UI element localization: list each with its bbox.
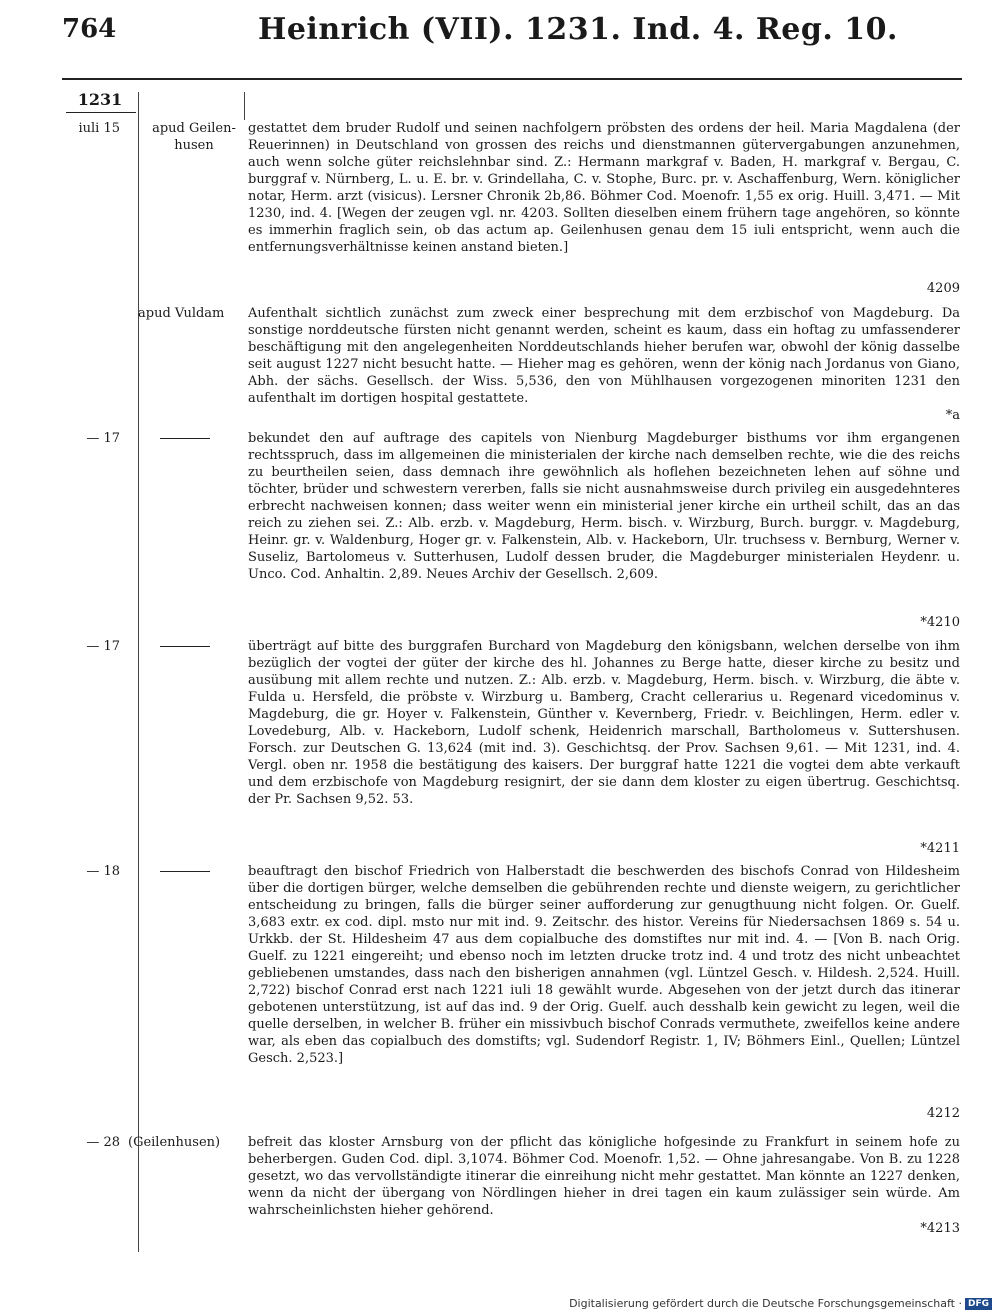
register-entry bbox=[0, 430, 1000, 630]
entry-number: *4210 bbox=[920, 615, 960, 630]
register-entry bbox=[0, 638, 1000, 858]
footer-credit bbox=[569, 1297, 992, 1310]
place-ditto-dash bbox=[160, 646, 210, 647]
entry-text: überträgt auf bitte des burggrafen Burchard von Magdeburg den königsbann, welchen derselbe von ihm bezüglich der vogtei der güter der kirche des hl. Johannes zu Berge hatte, dieser kirche zu besitz und ausübung mit allem rechte und nutzen. Z.: Alb. erzb. v. Magdeburg, Herm. bisch. v. Wirzburg, die äbte v. Fulda u. Hersfeld, die pröbste v. Wirzburg u. Bamberg, Cracht cellerarius u. Regenard vicedominus v. Magdeburg, die gr. Hoyer v. Falkenstein, Günther v. Kevernberg, Friedr. v. Beichlingen, Herm. edler v. Lovedeburg, Alb. v. Hackeborn, Ludolf schenk, Heidenrich marschall, Bartholomeus v. Suttershusen. Forsch. zur Deutschen G. 13,624 (mit ind. 3). Geschichtsq. der Prov. Sachsen 9,61. — Mit 1231, ind. 4. Vergl. oben nr. 1958 die bestätigung des kaisers. Der burggraf hatte 1221 die vogtei dem abte verkauft und dem erzbischofe von Magdeburg resignirt, der sie dann dem kloster zu eigen übertrug. Geschichtsq. der Pr. Sachsen 9,52. 53. bbox=[248, 639, 960, 807]
entry-number: 4209 bbox=[926, 281, 960, 296]
page-title: Heinrich (VII). 1231. Ind. 4. Reg. 10. bbox=[258, 12, 898, 47]
page-number: 764 bbox=[62, 14, 117, 44]
entry-text: bekundet den auf auftrage des capitels von Nienburg Magdeburger bisthums vor ihm ergangenen rechtsspruch, dass im allgemeinen die ministerialen der kirche nach demselben rechte, wie die des reichs zu beurtheilen seien, dass demnach ihre gewöhnlich als hoflehen bezeichneten lehen auf söhne und töchter, brüder und schwestern vererben, falls sie nicht ausnahmsweise durch privileg ein ausgedehnteres erbrecht nachweisen konnen; dass weiter wenn ein ministerial jener kirche ein urtheil schilt, das an das reich zu ziehen sei. Z.: Alb. erzb. v. Magdeburg, Herm. bisch. v. Wirzburg, Burch. burggr. v. Magdeburg, Heinr. gr. v. Waldenburg, Hoger gr. v. Falkenstein, Alb. v. Hackeborn, Ulr. truchsess v. Bernburg, Werner v. Suseliz, Bartolomeus v. Sutterhusen, Ludolf dessen bruder, die Magdeburger ministerialen Heydenr. u. Unco. Cod. Anhaltin. 2,89. Neues Archiv der Gesellsch. 2,609. bbox=[248, 431, 960, 582]
entry-number: *4213 bbox=[920, 1221, 960, 1236]
entry-date: — 28 bbox=[86, 1135, 120, 1150]
register-entry bbox=[0, 120, 1000, 300]
year-rule bbox=[66, 112, 136, 113]
entry-number: *a bbox=[945, 408, 960, 423]
entry-text: Aufenthalt sichtlich zunächst zum zweck einer besprechung mit dem erzbischof von Magdeburg. Da sonstige norddeutsche fürsten nicht genannt werden, scheint es kaum, dass ein hoftag zu umfassenderer beschäftigung mit den angelegenheiten Norddeutschlands hieher berufen war, obwohl der könig dasselbe seit august 1227 nicht besucht hatte. — Hieher mag es gehören, wenn der könig nach Jordanus von Giano, Abh. der sächs. Gesellsch. der Wiss. 5,536, den von Mühlhausen vorgezogenen minoriten 1231 den aufenthalt im dortigen hospital gestattete. bbox=[248, 306, 960, 406]
place-ditto-dash bbox=[160, 438, 210, 439]
entry-number: *4211 bbox=[920, 841, 960, 856]
entry-place: apud Vuldam bbox=[138, 306, 225, 321]
register-entry bbox=[0, 863, 1000, 1133]
entry-date: — 17 bbox=[86, 431, 120, 446]
entry-date: iuli 15 bbox=[78, 121, 120, 136]
dfg-logo-icon: DFG bbox=[965, 1298, 992, 1310]
register-entry bbox=[0, 305, 1000, 425]
register-entry bbox=[0, 1134, 1000, 1244]
entry-text: gestattet dem bruder Rudolf und seinen nachfolgern pröbsten des ordens der heil. Maria Magdalena (der Reuerinnen) in Deutschland von grossen des reichs und dienstmannen gütervergabungen anzunehmen, auch wenn solche güter reichslehnbar sind. Z.: Hermann markgraf v. Baden, H. markgraf v. Bergau, C. burggraf v. Nürnberg, L. u. E. br. v. Grindellaha, C. v. Stophe, Burc. pr. v. Aschaffenburg, Wern. königlicher notar, Herm. arzt (visicus). Lersner Chronik 2b,86. Böhmer Cod. Moenofr. 1,55 ex orig. Huill. 3,471. — Mit 1230, ind. 4. [Wegen der zeugen vgl. nr. 4203. Sollten dieselben einem frühern tage angehören, so könnte es immerhin fraglich sein, ob das actum ap. Geilenhusen genau dem 15 iuli entspricht, wenn auch die entfernungsverhältnisse keinen anstand bieten.] bbox=[248, 121, 960, 255]
place-column-rule bbox=[244, 92, 245, 120]
entry-place: apud Geilen-husen bbox=[152, 121, 236, 153]
entry-date: — 18 bbox=[86, 864, 120, 879]
footer-credit-text: Digitalisierung gefördert durch die Deutsche Forschungsgemeinschaft · bbox=[569, 1297, 962, 1310]
entry-number: 4212 bbox=[926, 1106, 960, 1121]
entry-text: beauftragt den bischof Friedrich von Halberstadt die beschwerden des bischofs Conrad von Hildesheim über die dortigen bürger, welche demselben die gebührenden rechte und dienste weigern, zu gerichtlicher entscheidung zu bringen, falls die bürger seiner aufforderung zur genugthuung nicht folgen. Or. Guelf. 3,683 extr. ex cod. dipl. msto nur mit ind. 9. Zeitschr. des histor. Vereins für Niedersachsen 1869 s. 54 u. Urkkb. der St. Hildesheim 47 aus dem copialbuche des domstiftes nur mit ind. 4. — [Von B. nach Orig. Guelf. zu 1221 eingereiht; und ebenso noch im letzten drucke trotz ind. 4 und trotz des nicht unbeachtet gebliebenen umstandes, dass nach den bisherigen annahmen (vgl. Lüntzel Gesch. v. Hildesh. 2,524. Huill. 2,722) bischof Conrad erst nach 1221 iuli 18 gewählt wurde. Abgesehen von der jetzt durch das itinerar gebotenen unterstützung, ist auf das ind. 9 der Orig. Guelf. auch desshalb kein gewicht zu legen, weil die quelle derselben, in welcher B. früher ein missivbuch bischof Conrads vermuthete, zweifellos keine andere war, als eben das copialbuch des domstifts; vgl. Sudendorf Registr. 1, IV; Böhmers Einl., Quellen; Lüntzel Gesch. 2,523.] bbox=[248, 864, 960, 1066]
place-ditto-dash bbox=[160, 871, 210, 872]
year-heading: 1231 bbox=[77, 90, 123, 109]
entry-place: (Geilenhusen) bbox=[128, 1135, 221, 1150]
entry-text: befreit das kloster Arnsburg von der pflicht das königliche hofgesinde zu Frankfurt in seinem hofe zu beherbergen. Guden Cod. dipl. 3,1074. Böhmer Cod. Moenofr. 1,52. — Ohne jahresangabe. Von B. zu 1228 gesetzt, wo das vervollständigte itinerar die einreihung nicht mehr gestattet. Man könnte an 1227 denken, wenn da nicht der übergang von Nördlingen hieher in drei tagen ein kaum zulässiger sein würde. Am wahrscheinlichsten hieher gehörend. bbox=[248, 1135, 960, 1218]
header-rule bbox=[62, 78, 962, 80]
entry-date: — 17 bbox=[86, 639, 120, 654]
